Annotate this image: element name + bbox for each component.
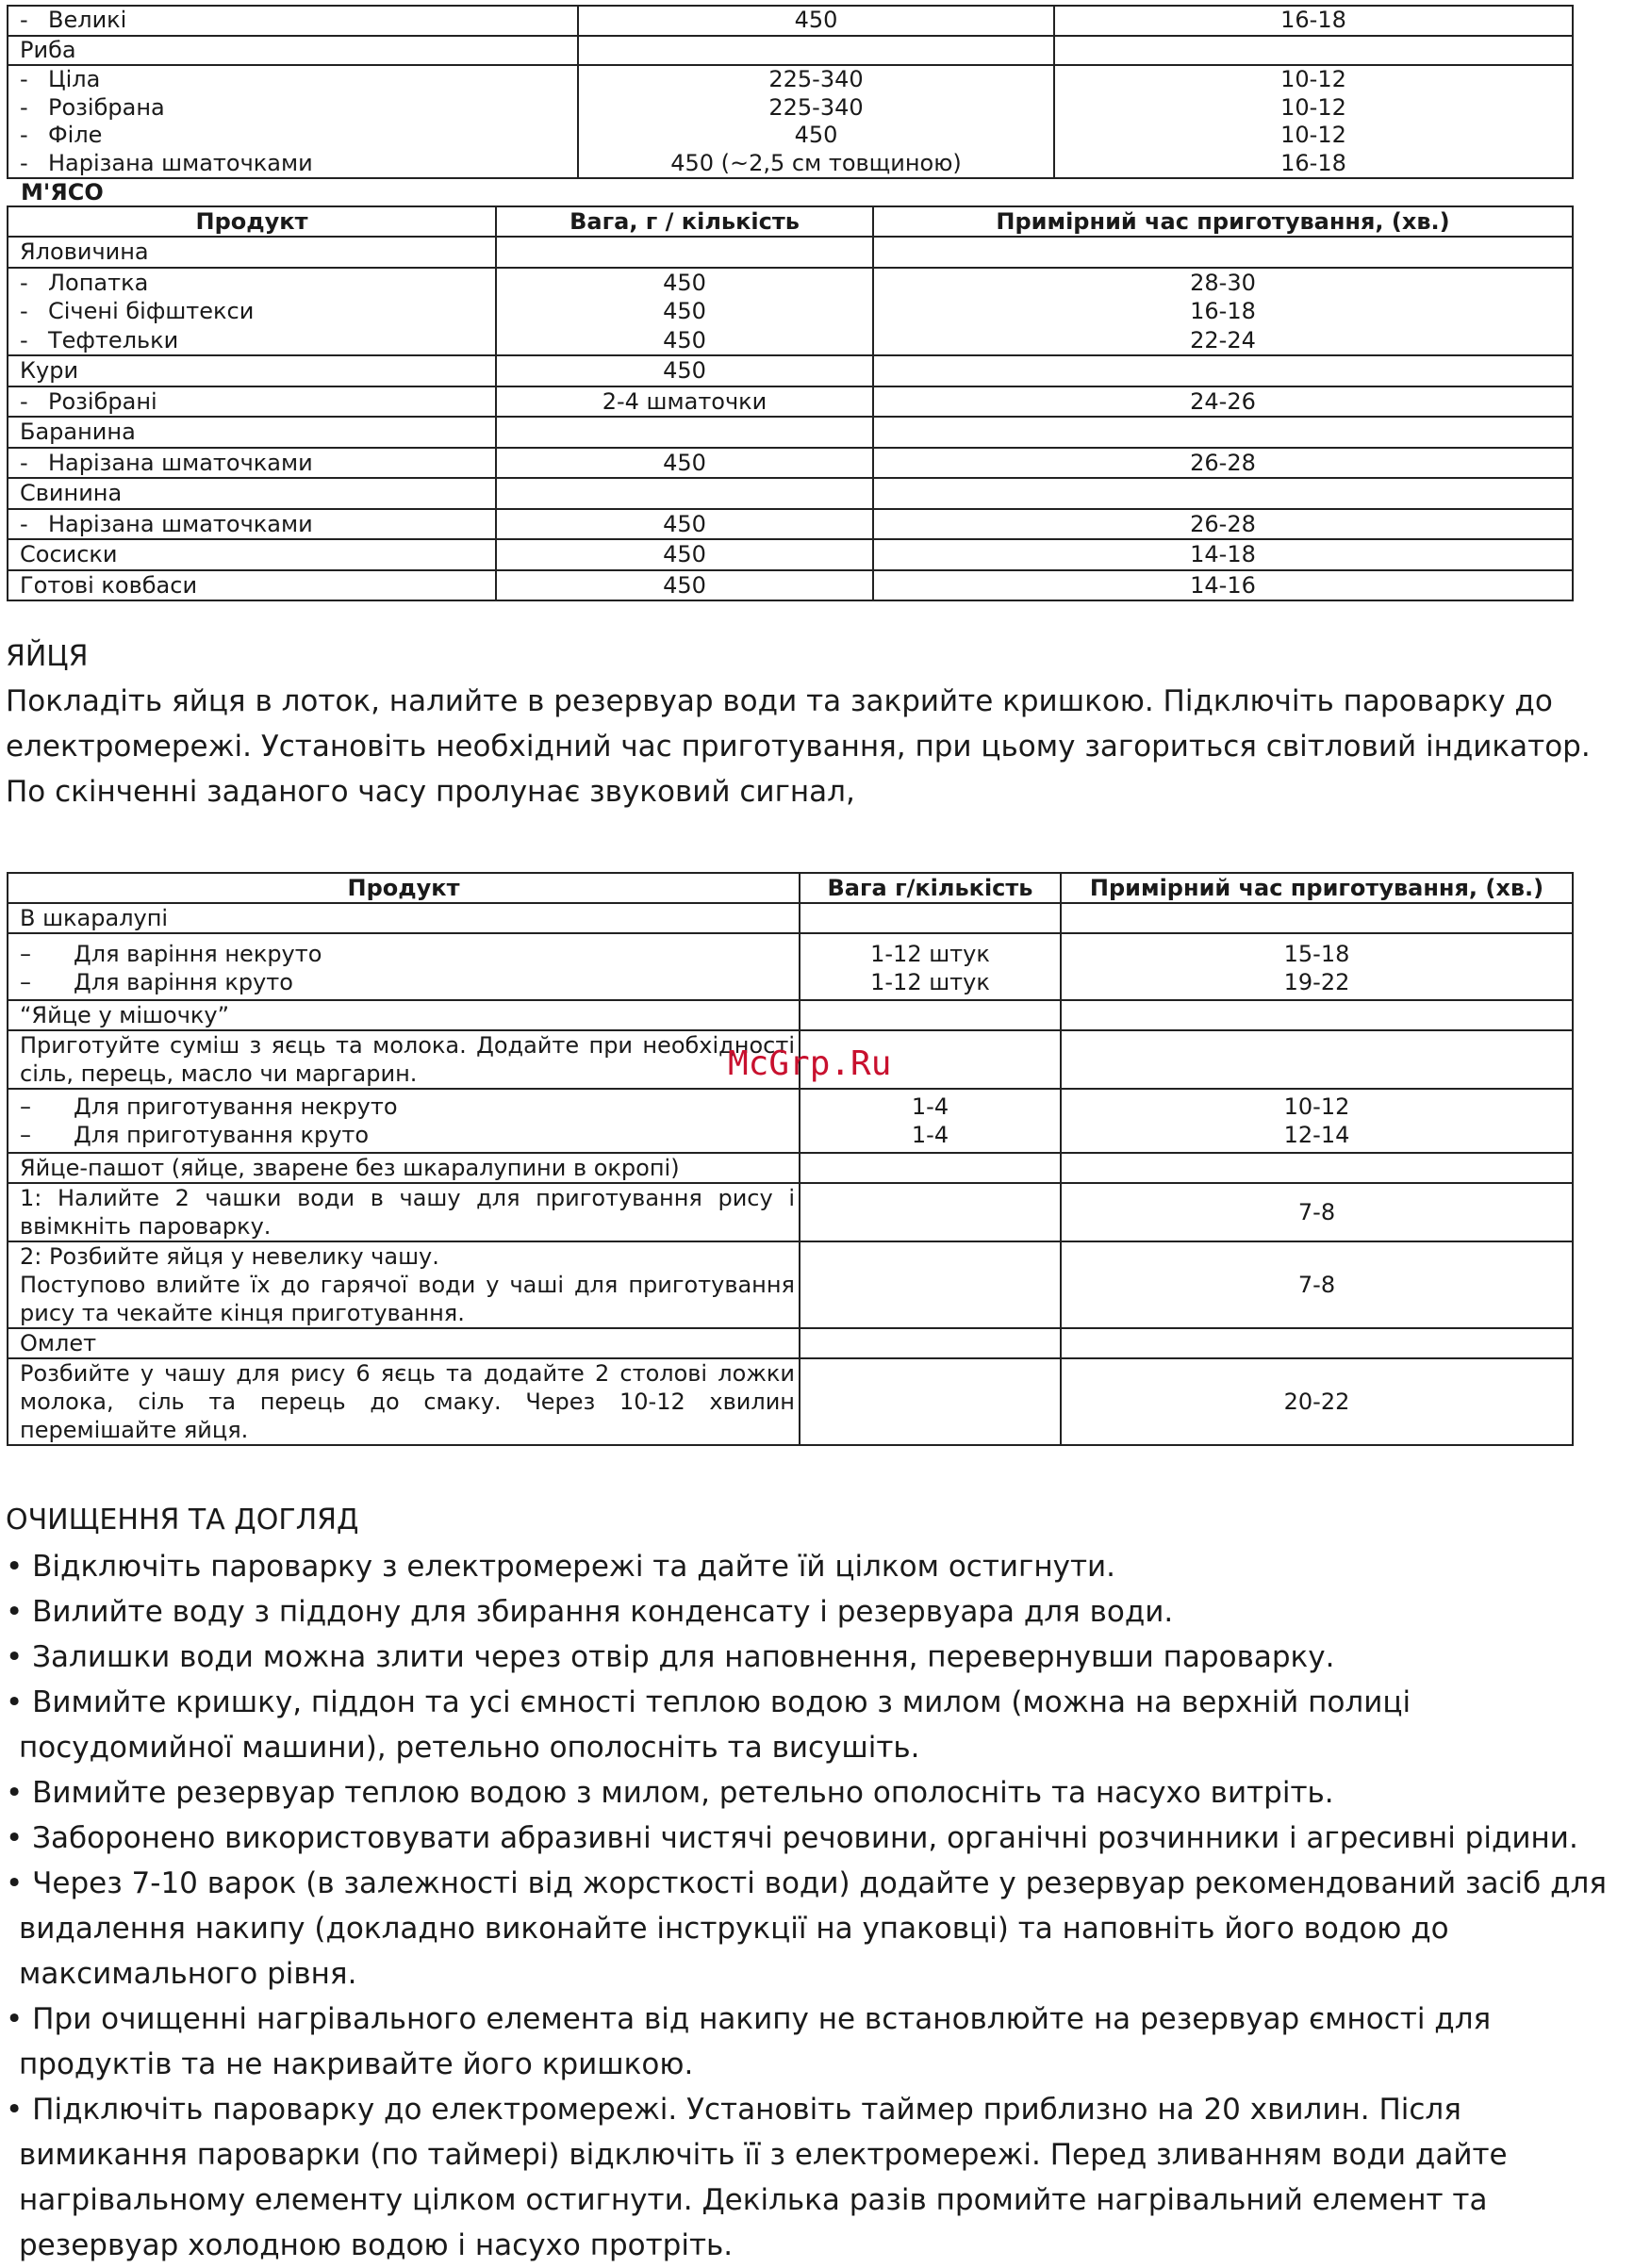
table-row: Розбийте у чашу для рису 6 яєць та додайте 2 столові ложки молока, сіль та перець до смаку. Через 10-12 хвилин перемішайте яйця. 20-22: [8, 1358, 1573, 1445]
table-row: - Нарізана шматочками 450 26-28: [8, 448, 1573, 479]
table-header-row: Продукт Вага г/кількість Примірний час приготування, (хв.): [8, 873, 1573, 903]
table-row: “Яйце у мішочку”: [8, 1000, 1573, 1030]
table-row: В шкаралупі: [8, 903, 1573, 933]
fish-table: [7, 5, 1574, 179]
table-row: Яйце-пашот (яйце, зварене без шкаралупини в окропі): [8, 1153, 1573, 1183]
table-row: – Для приготування некруто – Для приготування круто 1-4 1-4 10-12 12-14: [8, 1089, 1573, 1153]
table-row: Кури 450: [8, 355, 1573, 386]
list-item: • Вимийте кришку, піддон та усі ємності теплою водою з милом (можна на верхній полиці посудомийної машини), ретельно ополосніть та висушіть.: [6, 1680, 1629, 1770]
table-row: - Розібрані 2-4 шматочки 24-26: [8, 386, 1573, 418]
eggs-paragraph: Покладіть яйця в лоток, налийте в резервуар води та закрийте кришкою. Підключіть пароварку до електромережі. Установіть необхідний час приготування, при цьому загориться світловий індикатор. По скінченні заданого часу пролунає звуковий сигнал,: [6, 684, 1591, 809]
table-row: – Для варіння некруто – Для варіння круто 1-12 штук 1-12 штук 15-18 19-22: [8, 933, 1573, 1000]
list-item: • Вилийте воду з піддону для збирання конденсату і резервуара для води.: [6, 1589, 1629, 1635]
table-row: - Лопатка - Січені біфштекси - Тефтельки 450 450 450 28-30 16-18 22-24: [8, 268, 1573, 356]
eggs-heading: ЯЙЦЯ: [6, 640, 89, 673]
table-row: Баранина: [8, 417, 1573, 448]
list-item: • Заборонено використовувати абразивні чистячі речовини, органічні розчинники і агресивні рідини.: [6, 1816, 1629, 1861]
table-row: Готові ковбаси 450 14-16: [8, 570, 1573, 601]
table-row: Омлет: [8, 1328, 1573, 1358]
list-item: • Вимийте резервуар теплою водою з милом, ретельно ополосніть та насухо витріть.: [6, 1770, 1629, 1816]
table-row: Приготуйте суміш з яєць та молока. Додайте при необхідності сіль, перець, масло чи маргарин.: [8, 1030, 1573, 1089]
eggs-table: [7, 872, 1574, 1446]
table-row: Сосиски 450 14-18: [8, 539, 1573, 570]
watermark: McGrp.Ru: [728, 1044, 892, 1083]
meat-table: [7, 205, 1574, 601]
list-item: • Залишки води можна злити через отвір для наповнення, перевернувши пароварку.: [6, 1635, 1629, 1680]
table-header-row: Продукт Вага, г / кількість Примірний час приготування, (хв.): [8, 206, 1573, 237]
table-row: 1: Налийте 2 чашки води в чашу для приготування рису і ввімкніть пароварку. 7-8: [8, 1183, 1573, 1241]
table-row: 2: Розбийте яйця у невелику чашу. Поступово влийте їх до гарячої води у чаші для приготування рису та чекайте кінця приготування. 7-8: [8, 1241, 1573, 1328]
table-row: - Великі 450 16-18: [8, 6, 1573, 36]
table-row: Яловичина: [8, 237, 1573, 268]
care-heading: ОЧИЩЕННЯ ТА ДОГЛЯД: [6, 1504, 359, 1537]
list-item: • При очищенні нагрівального елемента від накипу не встановлюйте на резервуар ємності для продуктів та не накривайте його кришкою.: [6, 1997, 1629, 2087]
table-row: - Ціла - Розібрана - Філе - Нарізана шматочками 225-340 225-340 450 450 (~2,5 см товщиною) 10-12 10-12 10-12 16-18: [8, 65, 1573, 178]
list-item: • Підключіть пароварку до електромережі. Установіть таймер приблизно на 20 хвилин. Після вимикання пароварки (по таймері) відключіть її з електромережі. Перед зливанням води дайте нагрівальному елементу цілком остигнути. Декілька разів промийте нагрівальний елемент та резервуар холодною водою і насухо протріть.: [6, 2087, 1629, 2268]
list-item: • Через 7-10 варок (в залежності від жорсткості води) додайте у резервуар рекомендований засіб для видалення накипу (докладно виконайте інструкції на упаковці) та наповніть його водою до максимального рівня.: [6, 1861, 1629, 1997]
table-row: - Нарізана шматочками 450 26-28: [8, 509, 1573, 540]
list-item: • Відключіть пароварку з електромережі та дайте їй цілком остигнути.: [6, 1544, 1629, 1589]
table-row: Свинина: [8, 478, 1573, 509]
table-row: Риба: [8, 36, 1573, 66]
meat-section-label: М'ЯСО: [21, 179, 104, 205]
care-list: [6, 1544, 1629, 2268]
